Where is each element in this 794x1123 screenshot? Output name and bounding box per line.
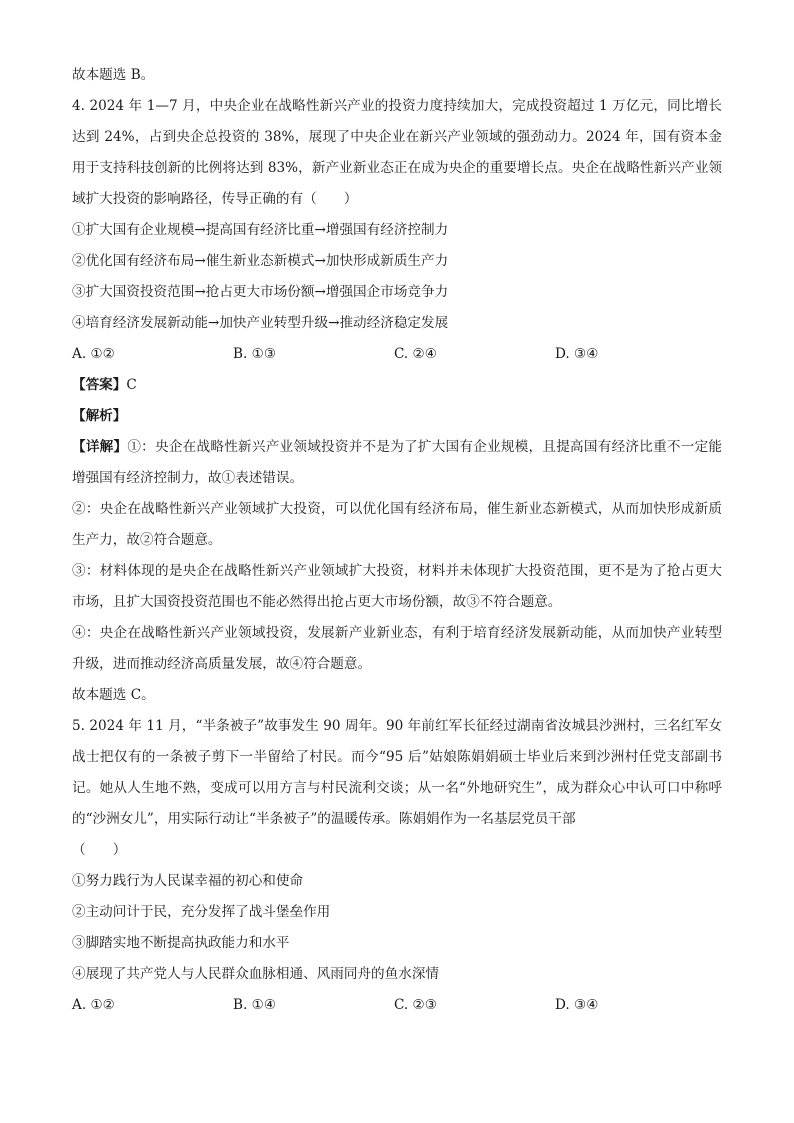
q4-explanation-2: ②：央企在战略性新兴产业领域扩大投资，可以优化国有经济布局，催生新业态新模式，从而加快形成新质生产力，故②符合题意。 <box>72 501 722 548</box>
document-page <box>72 60 722 1021</box>
q4-analysis-label <box>72 401 722 432</box>
q4-statement-4: ④培育经济发展新动能→加快产业转型升级→推动经济稳定发展 <box>72 315 449 331</box>
q4-explanation-4: ④：央企在战略性新兴产业领域投资，发展新产业新业态，有利于培育经济发展新动能，从而加快产业转型升级，进而推动经济高质量发展，故④符合题意。 <box>72 625 722 672</box>
analysis-label: 【解析】 <box>72 408 127 424</box>
q4-statement-2: ②优化国有经济布局→催生新业态新模式→加快形成新质生产力 <box>72 253 449 269</box>
q4-explanation-3: ③：材料体现的是央企在战略性新兴产业领域扩大投资，材料并未体现扩大投资范围，更不是为了抢占更大市场，且扩大国资投资范围也不能必然得出抢占更大市场份额，故③不符合题意。 <box>72 563 722 610</box>
q5-statement-3: ③脚踏实地不断提高执政能力和水平 <box>72 935 290 951</box>
q4-answer <box>72 370 722 401</box>
q5-option-c: C. ②③ <box>394 997 437 1013</box>
q5-statement-1: ①努力践行为人民谋幸福的初心和使命 <box>72 873 304 889</box>
q5-option-d: D. ③④ <box>555 997 599 1013</box>
q5-bracket: （ ） <box>72 842 127 858</box>
q4-option-b: B. ①③ <box>233 346 277 362</box>
q4-option-d: D. ③④ <box>555 346 599 362</box>
prev-conclusion: 故本题选 B。 <box>72 67 155 83</box>
q4-stem: 4. 2024 年 1—7 月，中央企业在战略性新兴产业的投资力度持续加大，完成投资超过 1 万亿元，同比增长达到 24%，占到央企总投资的 38%，展现了中央企业在新兴产业领域的强劲动力。2024 年，国有资本金用于支持科技创新的比例将达到 83%，新产业新业态正在成为央企的重要增长点。央企在战略性新兴产业领域扩大投资的影响路径，传导正确的有（ ） <box>72 98 722 207</box>
q4-option-c: C. ②④ <box>394 346 437 362</box>
q4-option-a: A. ①② <box>72 346 115 362</box>
answer-label: 【答案】 <box>72 377 127 393</box>
q5-option-a: A. ①② <box>72 997 115 1013</box>
q5-option-b: B. ①④ <box>233 997 277 1013</box>
q5-statement-2: ②主动问计于民，充分发挥了战斗堡垒作用 <box>72 904 331 920</box>
detail-label: 【详解】 <box>72 439 128 455</box>
explanation-1-text: ①：央企在战略性新兴产业领域投资并不是为了扩大国有企业规模，且提高国有经济比重不一定能增强国有经济控制力，故①表述错误。 <box>72 439 723 486</box>
q4-conclusion: 故本题选 C。 <box>72 687 155 703</box>
q5-options <box>72 990 722 1021</box>
q4-statement-3: ③扩大国资投资范围→抢占更大市场份额→增强国企市场竞争力 <box>72 284 449 300</box>
answer-value: C <box>126 377 137 393</box>
q4-options <box>72 339 722 370</box>
q5-stem: 5. 2024 年 11 月，“半条被子”故事发生 90 周年。90 年前红军长征经过湖南省汝城县沙洲村，三名红军女战士把仅有的一条被子剪下一半留给了村民。而今“95 后”姑娘陈娟娟硕士毕业后来到沙洲村任党支部副书记。她从人生地不熟，变成可以用方言与村民流利交谈；从一名“外地研究生”，成为群众心中认可口中称呼的“沙洲女儿”，用实际行动让“半条被子”的温暖传承。陈娟娟作为一名基层党员干部 <box>72 718 722 827</box>
q4-explanation-1 <box>72 432 722 494</box>
q4-statement-1: ①扩大国有企业规模→提高国有经济比重→增强国有经济控制力 <box>72 222 449 238</box>
q5-statement-4: ④展现了共产党人与人民群众血脉相通、风雨同舟的鱼水深情 <box>72 966 440 982</box>
